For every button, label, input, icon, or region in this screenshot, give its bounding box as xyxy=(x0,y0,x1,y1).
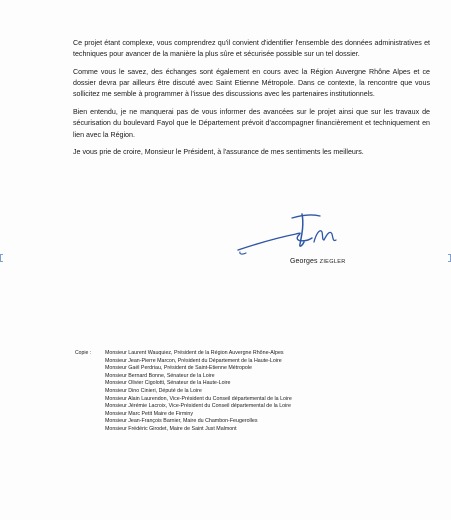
paragraph-exchanges: Comme vous le savez, des échanges sont également en cours avec la Région Auvergne Rhône Alpes et ce dossier devra par ailleurs être discuté avec Saint Etienne Métropole. Dans ce contexte, la rencontre que vous sollicitez me semble à programmer à l'issue des discussions avec les partenaires institutionnels. xyxy=(73,68,430,99)
list-item: Monsieur Laurent Wauquiez, Président de la Région Auvergne Rhône-Alpes xyxy=(105,350,284,356)
signer-last-name: ZIEGLER xyxy=(319,259,346,265)
letter-body xyxy=(73,38,430,165)
list-item: Monsieur Marc Petit Maire de Firminy xyxy=(105,410,194,417)
paragraph-closing: Je vous prie de croire, Monsieur le Président, à l'assurance de mes sentiments les meilleurs. xyxy=(73,148,364,157)
copies-block xyxy=(75,350,292,434)
list-item: Monsieur Jean-Pierre Marcon, Président du Département de la Haute-Loire xyxy=(105,357,282,364)
signer-name xyxy=(290,258,346,265)
list-item: Monsieur Dino Cinieri, Député de la Loire xyxy=(105,387,202,394)
list-item: Monsieur Frédéric Girodet, Maire de Saint Just Malmont xyxy=(105,425,237,432)
list-item: Monsieur Jean-François Barnier, Maire du Chambon-Feugerolles xyxy=(105,418,258,425)
copies-list xyxy=(75,350,292,434)
list-item: Monsieur Olivier Cigolotti, Sénateur de la Haute-Loire xyxy=(105,380,231,387)
list-item: Monsieur Alain Laurendon, Vice-Président du Conseil départemental de la Loire xyxy=(105,395,292,402)
copies-label: Copie : xyxy=(75,350,92,356)
list-item: Monsieur Gaël Perdriau, Président de Saint-Etienne Métropole xyxy=(105,365,252,372)
paragraph-complexity: Ce projet étant complexe, vous comprendrez qu'il convient d'identifier l'ensemble des données administratives et techniques pour avancer de la manière la plus sûre et sécurisée possible sur un tel dossier. xyxy=(73,39,430,59)
list-item: Monsieur Bernard Bonne, Sénateur de la Loire xyxy=(105,372,215,379)
paragraph-progress: Bien entendu, je ne manquerai pas de vous informer des avancées sur le projet ainsi que sur les travaux de sécurisation du boulevard Fayol que le Département prévoit d'accompagner financièrement et techniquement en lien avec la Région. xyxy=(73,108,430,139)
list-item: Monsieur Jérémie Lacroix, Vice-Président du Conseil départemental de la Loire xyxy=(105,403,291,410)
handwritten-signature xyxy=(236,208,356,260)
signer-first-name: Georges xyxy=(290,258,318,265)
crop-mark-left xyxy=(0,254,3,262)
